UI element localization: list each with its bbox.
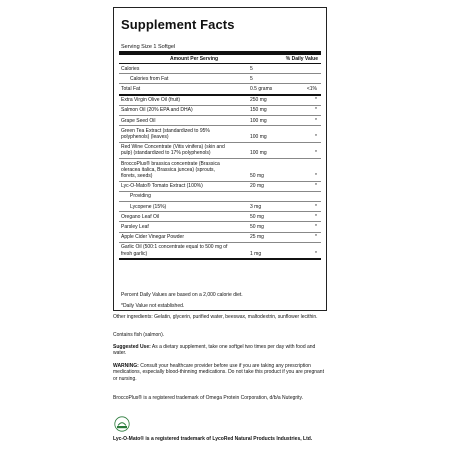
ingredient-name: BroccoPlus® brassica concentrate (Brassica oleracea italica, Brassica juncea) (sprouts, florets, seeds) <box>121 160 220 179</box>
ingredient-name: Total Fat <box>121 85 141 92</box>
facts-row <box>119 126 321 142</box>
ingredient-amount: 250 mg <box>250 97 267 104</box>
ingredient-amount: 50 mg <box>250 172 264 179</box>
ingredient-daily-value: * <box>315 183 317 190</box>
ingredient-name: Grape Seed Oil <box>121 117 156 124</box>
ingredient-name: Providing <box>130 193 151 200</box>
ingredient-name: Red Wine Concentrate (Vitis vinifera) (skin and pulp) (standardized to 17% polyphenols) <box>121 144 225 157</box>
ingredient-daily-value: * <box>315 133 317 140</box>
ingredient-name: Apple Cider Vinegar Powder <box>121 234 185 241</box>
facts-row <box>119 84 321 95</box>
suggested-use-label: Suggested Use: <box>113 344 151 350</box>
ingredient-daily-value: * <box>315 107 317 114</box>
facts-row <box>119 116 321 126</box>
contains-note: Contains fish (salmon). <box>113 332 165 338</box>
ingredient-name: Lycopene (15%) <box>130 203 167 210</box>
serving-size: Serving Size 1 Softgel <box>121 44 176 50</box>
trademark-lyco: Lyc-O-Mato® is a registered trademark of LycoRed Natural Products Industries, Ltd. <box>113 436 313 442</box>
header-amount: Amount Per Serving <box>170 55 219 62</box>
ingredient-daily-value: <1% <box>306 85 317 92</box>
ingredient-amount: 5 <box>250 75 253 82</box>
warning <box>113 363 327 382</box>
ingredient-name: Oregano Leaf Oil <box>121 213 160 220</box>
ingredient-daily-value: * <box>315 234 317 241</box>
ingredient-name: Lyc-O-Mato® Tomato Extract (100%) <box>121 183 203 190</box>
ingredient-daily-value: * <box>315 223 317 230</box>
facts-row <box>119 159 321 182</box>
ingredient-name: Extra Virgin Olive Oil (fruit) <box>121 97 181 104</box>
ingredient-amount: 100 mg <box>250 150 267 157</box>
ingredient-name: Garlic Oil (500:1 concentrate equal to 500 mg of fresh garlic) <box>121 244 228 257</box>
facts-row <box>119 182 321 192</box>
facts-row <box>119 64 321 74</box>
ingredient-name: Salmon Oil (20% EPA and DHA) <box>121 107 193 114</box>
facts-row <box>119 96 321 106</box>
ingredient-amount: 3 mg <box>250 203 262 210</box>
ingredient-daily-value: * <box>315 172 317 179</box>
trademark-brocco: BroccoPlus® is a registered trademark of Omega Protein Corporation, d/b/a Nutegrity. <box>113 395 304 401</box>
supplement-facts-panel <box>113 7 327 311</box>
ingredient-daily-value: * <box>315 97 317 104</box>
ingredient-amount: 5 <box>250 65 253 72</box>
facts-row <box>119 106 321 116</box>
ingredient-daily-value: * <box>315 250 317 257</box>
ingredient-daily-value: * <box>315 150 317 157</box>
ingredient-amount: 100 mg <box>250 117 267 124</box>
ingredient-amount: 150 mg <box>250 107 267 114</box>
ingredient-name: Calories <box>121 65 140 72</box>
facts-row <box>119 222 321 232</box>
facts-row <box>119 74 321 84</box>
facts-title: Supplement Facts <box>121 17 235 32</box>
suggested-use <box>113 344 327 357</box>
suggested-use-text: As a dietary supplement, take one softgel two times per day with food and water. <box>113 344 316 357</box>
facts-header <box>119 51 321 64</box>
ingredient-amount: 25 mg <box>250 234 264 241</box>
ingredient-name: Green Tea Extract (standardized to 95% polyphenols) (leaves) <box>121 127 210 140</box>
facts-row <box>119 212 321 222</box>
warning-text: Consult your healthcare provider before use if you are taking any prescription medications, especially blood-thinning medications. Do not take this product if you are pregnant or nursing. <box>113 363 324 382</box>
header-daily-value: % Daily Value <box>285 55 318 62</box>
facts-row <box>119 243 321 260</box>
ingredient-daily-value: * <box>315 213 317 220</box>
ingredient-amount: 20 mg <box>250 183 264 190</box>
ingredient-amount: 50 mg <box>250 223 264 230</box>
ingredient-name: Calories from Fat <box>130 75 169 82</box>
other-ingredients: Other ingredients: Gelatin, glycerin, purified water, beeswax, maltodextrin, sunflower lecithin. <box>113 314 318 320</box>
ingredient-daily-value: * <box>315 117 317 124</box>
ingredient-name: Parsley Leaf <box>121 223 149 230</box>
ingredient-amount: 0.5 grams <box>250 85 273 92</box>
warning-label: WARNING: <box>113 363 139 369</box>
ingredient-daily-value: * <box>315 203 317 210</box>
facts-row <box>119 202 321 212</box>
percent-note: Percent Daily Values are based on a 2,000 calorie diet. <box>121 292 243 298</box>
facts-row <box>119 192 321 202</box>
facts-row <box>119 143 321 159</box>
ingredient-amount: 1 mg <box>250 250 262 257</box>
facts-rows <box>119 64 321 260</box>
ingredient-amount: 50 mg <box>250 213 264 220</box>
non-gmo-logo-icon <box>114 416 130 432</box>
daily-value-note: *Daily Value not established. <box>121 303 185 309</box>
facts-row <box>119 233 321 243</box>
ingredient-amount: 100 mg <box>250 133 267 140</box>
